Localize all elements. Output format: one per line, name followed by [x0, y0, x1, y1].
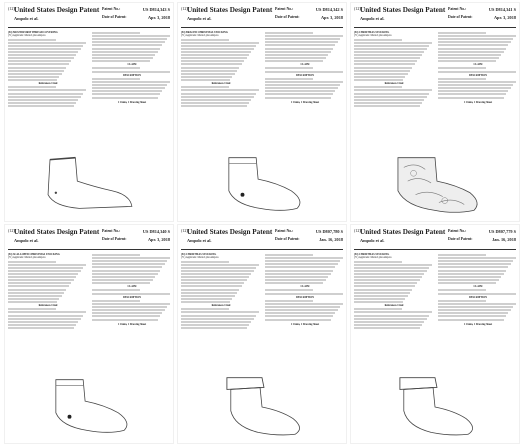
patent-number-label: Patent No.:	[448, 229, 467, 233]
description-text	[265, 78, 345, 99]
patent-number: US D807,780 S	[315, 229, 343, 234]
stocking-drawing-svg	[357, 373, 513, 439]
patent-date-label: Date of Patent:	[102, 15, 127, 19]
invention-title: (54) CHRISTMAS STOCKING	[354, 31, 390, 34]
invention-title: (54) SCALLOPED CHRISTMAS STOCKING	[8, 253, 60, 256]
bibliographic-text	[354, 39, 434, 81]
header-flag: (12)	[354, 6, 361, 11]
stocking-drawing-svg	[184, 373, 340, 439]
patent-header	[354, 228, 516, 250]
bibliographic-text	[354, 261, 434, 303]
patent-title: United States Design Patent	[14, 6, 100, 14]
references-heading: References Cited	[38, 304, 58, 307]
stocking-drawing-svg	[11, 151, 167, 217]
description-heading: DESCRIPTION	[468, 295, 488, 299]
design-drawing	[357, 373, 513, 439]
applicant-line: (71) Applicant: Maria Lynn Ampolo	[354, 256, 392, 260]
references-continued	[438, 32, 518, 62]
claim-text	[438, 67, 518, 72]
right-column	[92, 253, 172, 373]
applicant-line: (71) Applicant: Maria Lynn Ampolo	[181, 256, 219, 260]
claim-text	[265, 289, 345, 294]
patent-title: United States Design Patent	[360, 228, 446, 236]
claim-text	[92, 67, 172, 72]
stocking-drawing-svg	[11, 373, 167, 439]
patent-title: United States Design Patent	[187, 228, 273, 236]
left-column	[354, 31, 434, 151]
claim-text	[438, 289, 518, 294]
right-column	[438, 253, 518, 373]
bibliographic-text	[8, 39, 88, 81]
references-heading: References Cited	[38, 82, 58, 85]
claim-heading: CLAIM	[300, 285, 310, 289]
design-drawing	[184, 151, 340, 217]
applicant-line: (71) Applicant: Maria Lynn Ampolo	[354, 34, 392, 38]
left-column	[181, 31, 261, 151]
references-continued	[265, 254, 345, 284]
patent-sheet-4	[4, 224, 174, 444]
right-column	[438, 31, 518, 151]
bibliographic-text	[181, 261, 261, 303]
right-column	[92, 31, 172, 151]
description-heading: DESCRIPTION	[122, 73, 142, 77]
invention-title: (54) CHRISTMAS STOCKING	[181, 253, 217, 256]
references-list	[8, 308, 88, 329]
claim-text	[265, 67, 345, 72]
patent-date: Jan. 16, 2018	[319, 237, 343, 242]
claim-heading: CLAIM	[127, 63, 137, 67]
left-column	[354, 253, 434, 373]
claim-heading: CLAIM	[473, 63, 483, 67]
inventor-name: Ampolo et al.	[187, 16, 212, 21]
inventor-name: Ampolo et al.	[360, 238, 385, 243]
inventor-name: Ampolo et al.	[187, 238, 212, 243]
header-flag: (12)	[8, 228, 15, 233]
invention-title: (54) CHRISTMAS STOCKING	[354, 253, 390, 256]
design-drawing	[357, 151, 513, 217]
claims-count: 1 Claim, 1 Drawing Sheet	[117, 100, 147, 104]
patent-date-label: Date of Patent:	[275, 237, 300, 241]
claims-count: 1 Claim, 1 Drawing Sheet	[463, 322, 493, 326]
description-text	[265, 300, 345, 321]
references-list	[354, 86, 434, 107]
patent-number-label: Patent No.:	[275, 7, 294, 11]
left-column	[8, 31, 88, 151]
design-drawing	[11, 373, 167, 439]
invention-title: (54) BRACED CHRISTMAS STOCKING	[181, 31, 228, 34]
patent-number-label: Patent No.:	[275, 229, 294, 233]
patent-date-label: Date of Patent:	[275, 15, 300, 19]
patent-number: US D814,340 S	[142, 229, 170, 234]
claims-count: 1 Claim, 1 Drawing Sheet	[290, 100, 320, 104]
header-flag: (12)	[181, 228, 188, 233]
patent-header	[354, 6, 516, 28]
header-flag: (12)	[8, 6, 15, 11]
references-heading: References Cited	[384, 304, 404, 307]
claim-heading: CLAIM	[127, 285, 137, 289]
patent-number: US D814,341 S	[488, 7, 516, 12]
left-column	[181, 253, 261, 373]
patent-sheet-5	[177, 224, 347, 444]
description-heading: DESCRIPTION	[295, 73, 315, 77]
patent-number: US D814,342 S	[315, 7, 343, 12]
inventor-name: Ampolo et al.	[14, 16, 39, 21]
design-drawing	[11, 151, 167, 217]
applicant-line: (71) Applicant: Maria Lynn Ampolo	[8, 34, 46, 38]
applicant-line: (71) Applicant: Maria Lynn Ampolo	[8, 256, 46, 260]
patent-number: US D814,343 S	[142, 7, 170, 12]
description-heading: DESCRIPTION	[295, 295, 315, 299]
references-heading: References Cited	[211, 304, 231, 307]
description-heading: DESCRIPTION	[468, 73, 488, 77]
patent-title: United States Design Patent	[14, 228, 100, 236]
patent-header	[8, 6, 170, 28]
patent-sheet-3	[350, 2, 520, 222]
patent-number-label: Patent No.:	[448, 7, 467, 11]
invention-title: (54) MOUNDFORM THREAD COVERING	[8, 31, 58, 34]
patent-title: United States Design Patent	[187, 6, 273, 14]
bibliographic-text	[8, 261, 88, 303]
patent-number: US D807,779 S	[488, 229, 516, 234]
description-heading: DESCRIPTION	[122, 295, 142, 299]
claim-heading: CLAIM	[300, 63, 310, 67]
header-flag: (12)	[354, 228, 361, 233]
applicant-line: (71) Applicant: Maria Lynn Ampolo	[181, 34, 219, 38]
right-column	[265, 31, 345, 151]
patent-date: Apr. 3, 2018	[320, 15, 343, 20]
patent-header	[181, 6, 343, 28]
inventor-name: Ampolo et al.	[360, 16, 385, 21]
patent-title: United States Design Patent	[360, 6, 446, 14]
patent-date: Apr. 3, 2018	[147, 15, 170, 20]
references-heading: References Cited	[384, 82, 404, 85]
patent-header	[8, 228, 170, 250]
patent-date: Jan. 16, 2018	[492, 237, 516, 242]
references-list	[181, 86, 261, 107]
references-list	[8, 86, 88, 107]
references-heading: References Cited	[211, 82, 231, 85]
left-column	[8, 253, 88, 373]
design-drawing	[184, 373, 340, 439]
right-column	[265, 253, 345, 373]
references-continued	[92, 254, 172, 284]
references-continued	[265, 32, 345, 62]
stocking-drawing-svg	[184, 151, 340, 217]
claims-count: 1 Claim, 1 Drawing Sheet	[117, 322, 147, 326]
patent-date: Apr. 3, 2018	[147, 237, 170, 242]
inventor-name: Ampolo et al.	[14, 238, 39, 243]
claims-count: 1 Claim, 1 Drawing Sheet	[463, 100, 493, 104]
patent-date-label: Date of Patent:	[448, 15, 473, 19]
references-continued	[92, 32, 172, 62]
references-list	[354, 308, 434, 329]
bibliographic-text	[181, 39, 261, 81]
description-text	[92, 300, 172, 321]
patent-number-label: Patent No.:	[102, 229, 121, 233]
description-text	[438, 300, 518, 321]
references-continued	[438, 254, 518, 284]
description-text	[438, 78, 518, 99]
patent-date: Apr. 3, 2018	[493, 15, 516, 20]
patent-sheet-1	[4, 2, 174, 222]
patent-sheet-2	[177, 2, 347, 222]
stocking-drawing-svg	[357, 151, 513, 217]
claim-heading: CLAIM	[473, 285, 483, 289]
header-flag: (12)	[181, 6, 188, 11]
claim-text	[92, 289, 172, 294]
patent-date-label: Date of Patent:	[448, 237, 473, 241]
patent-sheet-6	[350, 224, 520, 444]
references-list	[181, 308, 261, 329]
patent-header	[181, 228, 343, 250]
description-text	[92, 78, 172, 99]
patent-date-label: Date of Patent:	[102, 237, 127, 241]
patent-number-label: Patent No.:	[102, 7, 121, 11]
claims-count: 1 Claim, 1 Drawing Sheet	[290, 322, 320, 326]
